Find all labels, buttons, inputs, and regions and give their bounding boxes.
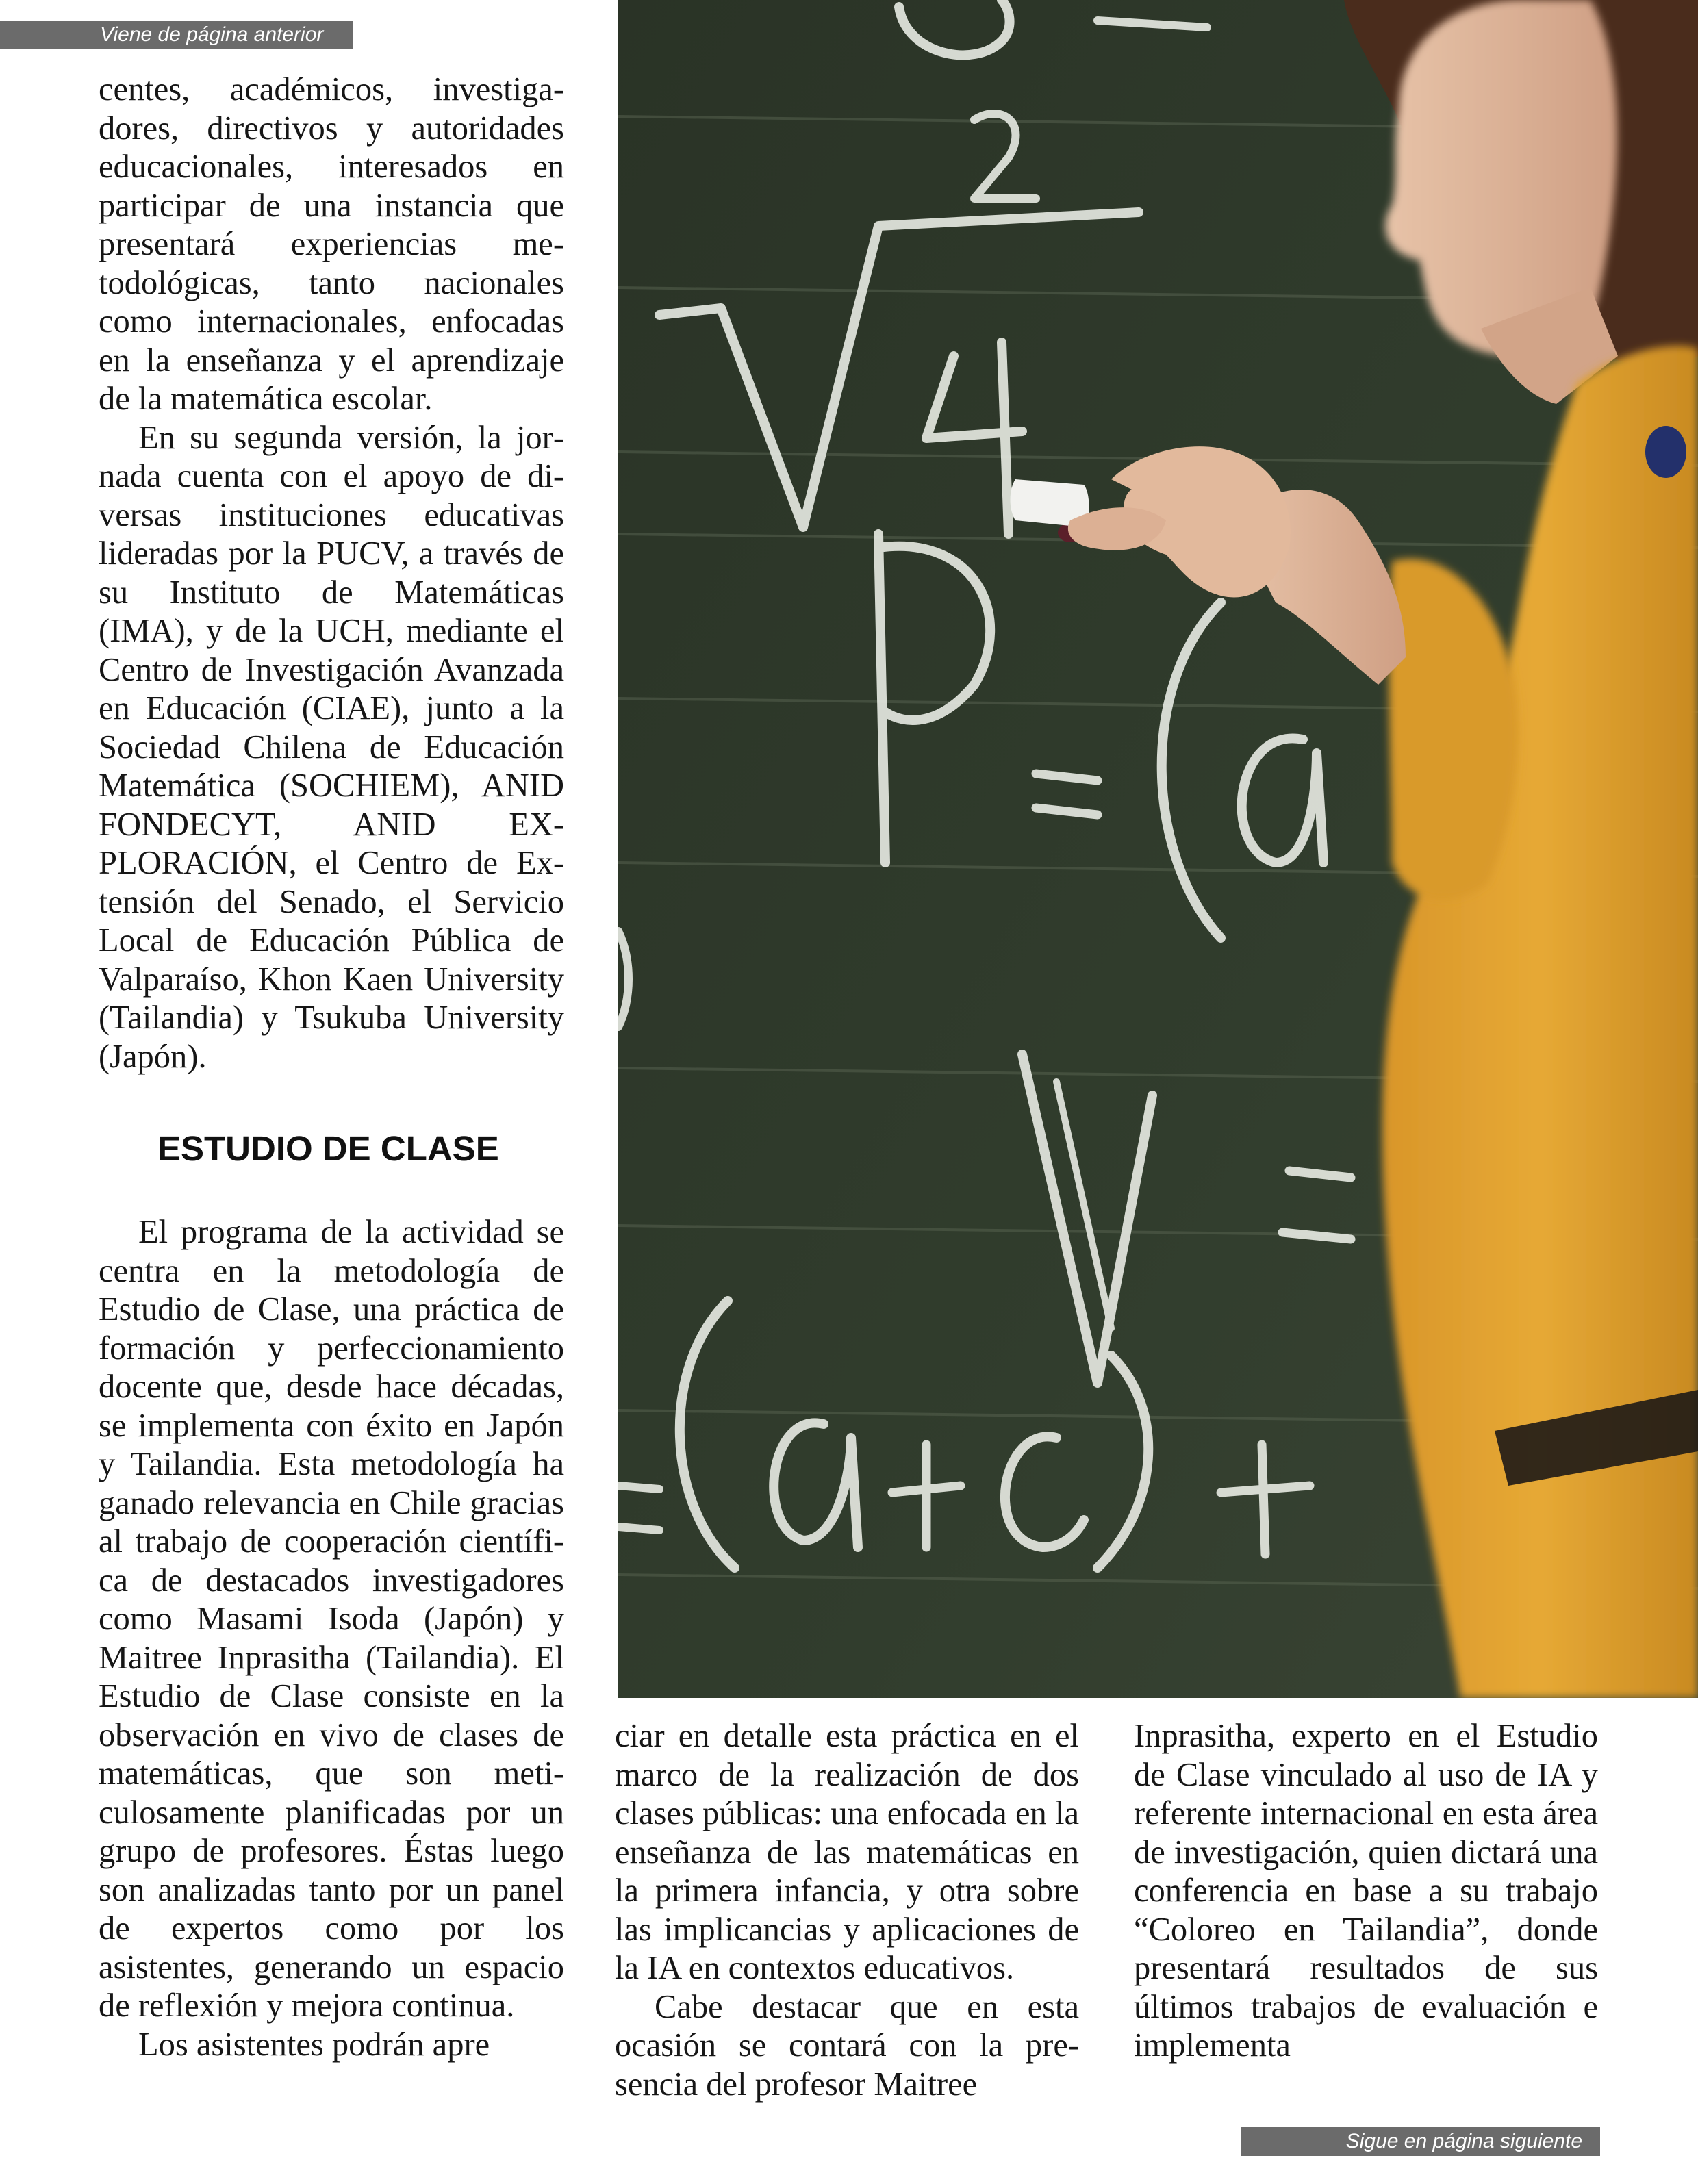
body-paragraph: Cabe destacar que en esta ocasión se contará con la presencia del profesor Maitree <box>615 1988 1079 2103</box>
article-column-middle <box>615 1717 1079 2104</box>
body-paragraph: El programa de la actividad se centra en la metodología de Estudio de Clase, una práctica de formación y perfeccionamiento docente que, desde hace décadas, se implementa con éxito en Japón y Tailandia. Esta metodología ha ganado relevancia en Chile gracias al trabajo de cooperación científica de destacados investigadores como Masami Isoda (Japón) y Maitree Inprasitha (Tailandia). El Estudio de Clase consiste en la observación en vivo de clases de matemáticas, que son meticulosamente planificadas por un grupo de profesores. Éstas luego son analizadas tanto por un panel de expertos como por los asistentes, generando un espacio de reflexión y mejora continua. <box>99 1214 564 2024</box>
body-paragraph: En su segunda versión, la jornada cuenta con el apoyo de diversas instituciones educativas lideradas por la PUCV, a través de su Instituto de Matemáticas (IMA), y de la UCH, mediante el Centro de Investigación Avanzada en Educación (CIAE), junto a la Sociedad Chilena de Educación Matemática (SOCHIEM), ANID FONDECYT, ANID EXPLORACIÓN, el Centro de Extensión del Senado, el Servicio Local de Educación Pública de Valparaíso, Khon Kaen University (Tailandia) y Tsukuba University (Japón). <box>99 419 564 1075</box>
article-column-right <box>1134 1717 1598 2066</box>
body-paragraph: Los asistentes podrán apre <box>138 2026 490 2063</box>
section-heading: ESTUDIO DE CLASE <box>157 1129 499 1168</box>
body-paragraph: ciar en detalle esta práctica en el marco de la realización de dos clases públicas: una enfocada en la enseñanza de las matemáticas en la primera infancia, y otra sobre las implicancias y aplicaciones de la IA en contextos educativos. <box>615 1718 1079 1986</box>
body-paragraph: centes, académicos, investigadores, directivos y autoridades educacionales, interesados en participar de una instancia que presentará experiencias metodológicas, tanto nacionales como internacionales, enfocadas en la enseñanza y el aprendizaje de la matemática escolar. <box>99 71 564 417</box>
body-paragraph: Inprasitha, experto en el Estudio de Clase vinculado al uso de IA y referente internacional en esta área de investigación, quien dictará una conferencia en base a su trabajo “Coloreo en Tailandia”, donde presentará resultados de sus últimos trabajos de evaluación e implementa <box>1134 1718 1598 2064</box>
continues-on-next-page-tag: Sigue en página siguiente <box>1241 2127 1600 2156</box>
sweater-pin <box>1645 426 1686 478</box>
continued-from-previous-page-tag: Viene de página anterior <box>0 21 353 49</box>
article-column-left <box>99 71 564 2064</box>
teacher-chalkboard-photo <box>618 0 1698 1698</box>
